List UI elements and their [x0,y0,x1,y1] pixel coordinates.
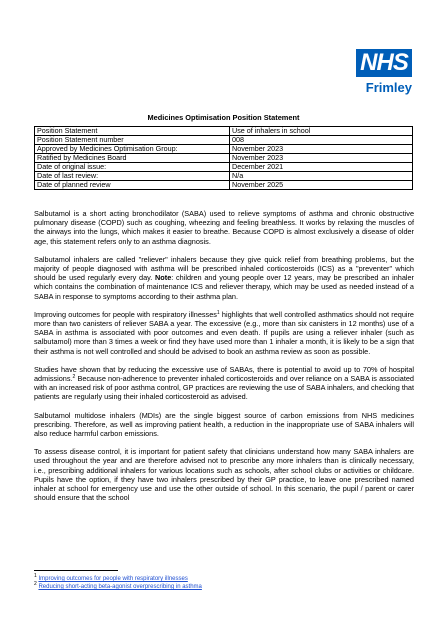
paragraph-disease-control: To assess disease control, it is important for patient safety that clinicians understand how many SABA inhalers are used throughout the year and are therefore advised not to prescribe any more inhalers than is clinically necessary, i.e., prescribing additional inhalers for various locations such as schools, after school clubs or activities or childcare. Pupils have the option, if they have two inhalers prescribed by their GP practice, to leave one prescribed named inhaler at school for emergency use and use the other outside of school. In this scenario, the pupil / parent or carer should ensure that the school [34,447,414,503]
footnotes [34,575,202,591]
table-cell-value: December 2021 [230,163,413,172]
table-cell-value: N/a [230,172,413,181]
footnote-number: 2 [34,581,37,587]
paragraph-studies [34,365,414,402]
footnote-ref-1[interactable]: 1 [216,309,220,316]
table-row [35,181,413,190]
footnote-link-1[interactable]: Improving outcomes for people with respiratory illnesses [38,576,188,582]
footnote-link-2[interactable]: Reducing short-acting beta-agonist overprescribing in asthma [38,584,202,590]
paragraph-reliever-inhalers [34,255,414,301]
document-body [34,209,414,511]
footnote-2 [34,583,202,591]
paragraph-text: Salbutamol inhalers are called "reliever" inhalers because they give quick relief from breathing problems, but the majority of people diagnosed with asthma will be prescribed inhaled corticosteroids (ICS) as a "preventer" which should be used regularly every day. [34,254,414,283]
table-cell-label: Date of original issue: [35,163,230,172]
paragraph-text: Improving outcomes for people with respiratory illnesses [34,309,217,319]
footnote-number: 1 [34,573,37,579]
footnote-divider [34,570,118,571]
table-cell-value: 008 [230,136,413,145]
document-title: Medicines Optimisation Position Statement [147,113,300,122]
paragraph-text: Studies have shown that by reducing the excessive use of SABAs, there is potential to avoid up to 70% of hospital admissions. [34,364,414,384]
paragraph-text: : children and young people over 12 years, may be prescribed an inhaler which contains the combination of maintenance ICS and reliever therapy, which may be used as needed instead of a SABA in response to symptoms according to their asthma plan. [34,273,414,301]
paragraph-carbon-emissions: Salbutamol multidose inhalers (MDIs) are the single biggest source of carbon emissions from NHS medicines prescribing. Therefore, as well as improving patient health, a reduction in the inappropriate use of SABA inhalers will also reduce harmful carbon emissions. [34,410,414,439]
paragraph-text: highlights that well controlled asthmatics should not require more than two canisters of reliever SABA a year. The excessive (e.g., more than six canisters in 12 months) use of a SABA in asthma is associated with poor outcomes and even death. If pupils are using a reliever inhaler (such as salbutamol) more than 3 times a week or find they have used more than 1 inhaler a month, it is likely to be a sign that their asthma is not well controlled and should be advised to book an asthma review as soon as possible. [34,309,414,356]
footnote-ref-2[interactable]: 2 [72,374,76,381]
table-cell-label: Approved by Medicines Optimisation Group: [35,145,230,154]
trust-name: Frimley [365,80,412,95]
nhs-logo-box: NHS [356,49,412,77]
table-cell-label: Position Statement number [35,136,230,145]
table-cell-value: November 2023 [230,145,413,154]
table-cell-label: Date of planned review [35,181,230,190]
footnote-1 [34,575,202,583]
position-statement-table [34,126,413,190]
table-cell-label: Ratified by Medicines Board [35,154,230,163]
table-cell-label: Position Statement [35,127,230,136]
paragraph-text: Because non-adherence to preventer inhaled corticosteroids and over reliance on a SABA is associated with an increased risk of poor asthma control, GP practices are reviewing the use of SABA inhalers, and checking that patients are regularly using their inhaled corticosteroid as advised. [34,374,414,402]
table-cell-label: Date of last review: [35,172,230,181]
table-cell-value: November 2025 [230,181,413,190]
nhs-frimley-logo [356,49,412,94]
table-cell-value: Use of inhalers in school [230,127,413,136]
paragraph-improving-outcomes [34,310,414,356]
note-label: Note [155,273,172,283]
table-cell-value: November 2023 [230,154,413,163]
paragraph-salbutamol-intro: Salbutamol is a short acting bronchodilator (SABA) used to relieve symptoms of asthma and chronic obstructive pulmonary disease (COPD) such as coughing, wheezing and feeling breathless. It works by relaxing the muscles of the airways into the lungs, which makes it easier to breathe. Because COPD is almost exclusively a disease of older age, this statement refers only to an asthma diagnosis. [34,209,414,246]
